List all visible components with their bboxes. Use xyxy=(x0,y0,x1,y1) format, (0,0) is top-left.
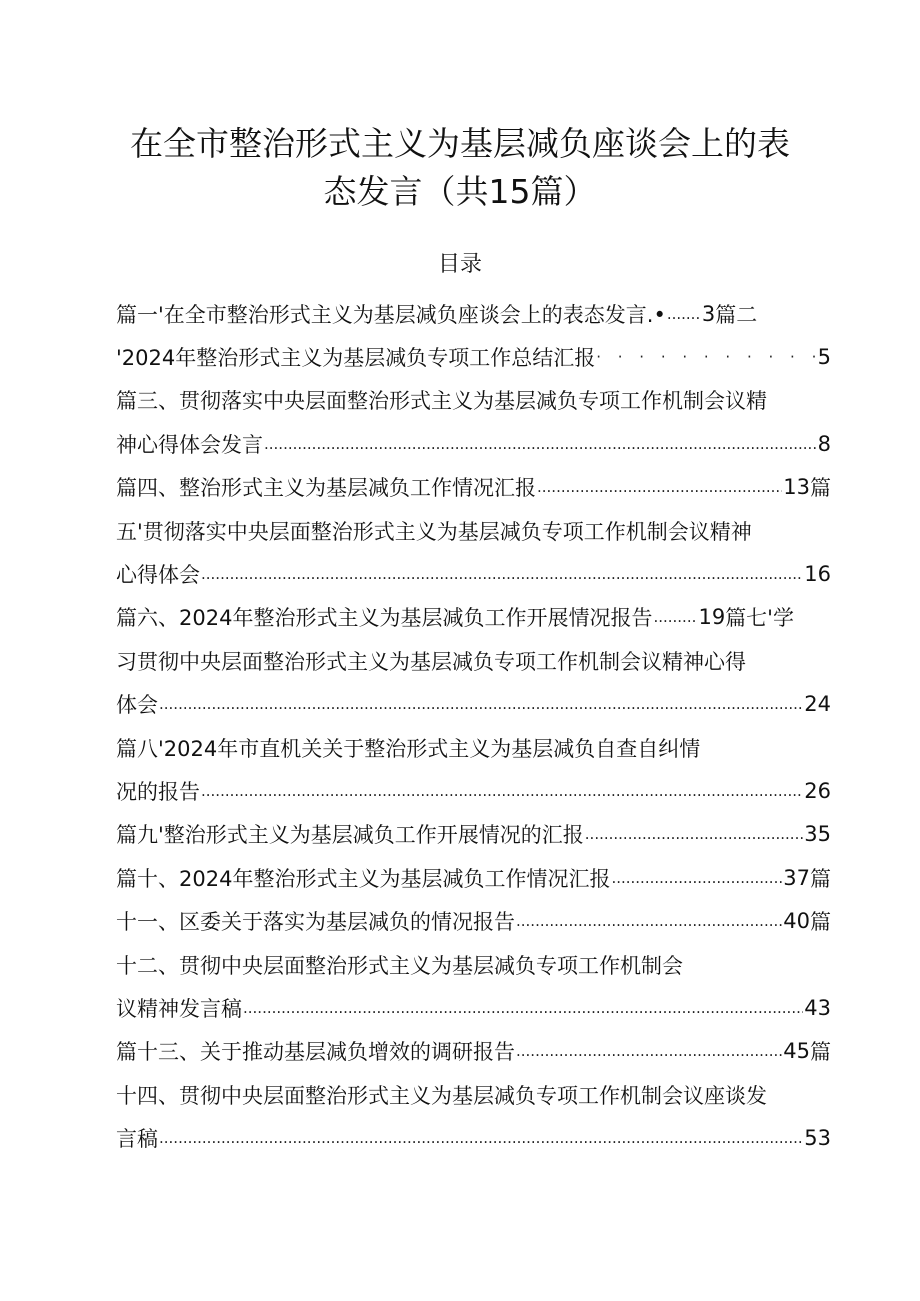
toc-entry-next-start: 篇 xyxy=(810,866,831,891)
toc-line[interactable] xyxy=(116,943,831,986)
toc-entry-text: 篇一'在全市整治形式主义为基层减负座谈会上的表态发言.• xyxy=(116,302,666,327)
toc-line[interactable] xyxy=(116,1116,831,1159)
toc-page-number: 5 xyxy=(817,345,831,370)
toc-line[interactable] xyxy=(116,509,831,552)
toc-entry-text: 篇十三、关于推动基层减负增效的调研报告 xyxy=(116,1040,515,1065)
toc-leader-dots xyxy=(201,565,803,583)
toc-page-number: 37 xyxy=(783,865,810,890)
toc-page-number: 45 xyxy=(783,1039,810,1064)
toc-page-number: 24 xyxy=(804,692,831,717)
toc-page-number: 16 xyxy=(804,562,831,587)
toc-line[interactable] xyxy=(116,379,831,422)
document-title-line-1: 在全市整治形式主义为基层减负座谈会上的表 xyxy=(130,124,790,163)
toc-entry-text: 十一、区委关于落实为基层减负的情况报告 xyxy=(116,910,515,935)
toc-page-number: 3 xyxy=(701,301,716,326)
toc-entry-text: 体会 xyxy=(116,693,158,718)
toc-line[interactable] xyxy=(116,466,831,509)
toc-entry-text: 篇三、贯彻落实中央层面整治形式主义为基层减负专项工作机制会议精 xyxy=(116,389,767,414)
toc-leader-dots xyxy=(516,912,782,930)
toc-page-number: 13 xyxy=(783,475,810,500)
toc-entry-next-start: 篇 xyxy=(810,1040,831,1065)
toc-line[interactable] xyxy=(116,335,831,378)
toc-page-number: 40 xyxy=(783,909,810,934)
toc-line[interactable] xyxy=(116,292,831,335)
toc-entry-text: 神心得体会发言 xyxy=(116,432,263,457)
toc-entry-text: 心得体会 xyxy=(116,563,200,588)
toc-entry-text: 篇六、2024年整治形式主义为基层减负工作开展情况报告 xyxy=(116,606,653,631)
toc-entry-text: 篇十、2024年整治形式主义为基层减负工作情况汇报 xyxy=(116,866,611,891)
toc-entry-text: 五'贯彻落实中央层面整治形式主义为基层减负专项工作机制会议精神 xyxy=(116,519,752,544)
toc-entry-next-start: 篇 xyxy=(810,910,831,935)
toc-line[interactable] xyxy=(116,856,831,899)
toc-leader-dots xyxy=(653,608,697,626)
toc-line[interactable] xyxy=(116,1073,831,1116)
toc-page-number: 43 xyxy=(804,995,831,1020)
toc-line[interactable] xyxy=(116,813,831,856)
toc-leader-dots xyxy=(585,825,803,843)
toc-entry-text: 篇八'2024年市直机关关于整治形式主义为基层减负自查自纠情 xyxy=(116,736,701,761)
toc-line[interactable] xyxy=(116,769,831,812)
toc-leader-dots xyxy=(537,478,782,496)
toc-leader-dots xyxy=(159,695,803,713)
toc-entry-next-start: 篇七'学 xyxy=(725,606,794,631)
toc-line[interactable] xyxy=(116,596,831,639)
toc-leader-dots xyxy=(159,1129,803,1147)
toc-page-number: 35 xyxy=(804,822,831,847)
toc-entry-text: 言稿 xyxy=(116,1127,158,1152)
toc-entry-text: 十四、贯彻中央层面整治形式主义为基层减负专项工作机制会议座谈发 xyxy=(116,1083,767,1108)
toc-line[interactable] xyxy=(116,422,831,465)
table-of-contents xyxy=(116,292,831,1160)
document-title-line-2: 态发言（共15篇） xyxy=(323,172,597,211)
toc-entry-text: 议精神发言稿 xyxy=(116,996,242,1021)
toc-line[interactable] xyxy=(116,986,831,1029)
toc-page-number: 19 xyxy=(698,605,726,630)
toc-leader-dots xyxy=(264,435,817,453)
toc-entry-next-start: 篇二 xyxy=(715,302,758,327)
toc-leader-dots xyxy=(611,869,782,887)
toc-page-number: 53 xyxy=(804,1126,831,1151)
toc-line[interactable] xyxy=(116,899,831,942)
toc-leader-dots xyxy=(596,348,816,366)
toc-leader-dots xyxy=(516,1042,782,1060)
toc-page-number: 26 xyxy=(804,778,831,803)
toc-entry-text: 况的报告 xyxy=(116,779,200,804)
toc-entry-text: '2024年整治形式主义为基层减负专项工作总结汇报 xyxy=(116,346,596,371)
toc-page-number: 8 xyxy=(817,431,831,456)
toc-line[interactable] xyxy=(116,552,831,595)
toc-line[interactable] xyxy=(116,683,831,726)
toc-line[interactable] xyxy=(116,639,831,682)
toc-line[interactable] xyxy=(116,726,831,769)
toc-line[interactable] xyxy=(116,1030,831,1073)
toc-leader-dots xyxy=(243,999,803,1017)
toc-heading: 目录 xyxy=(437,252,482,277)
toc-entry-text: 习贯彻中央层面整治形式主义为基层减负专项工作机制会议精神心得 xyxy=(116,649,746,674)
toc-leader-dots xyxy=(201,782,803,800)
toc-entry-text: 篇九'整治形式主义为基层减负工作开展情况的汇报 xyxy=(116,823,584,848)
toc-entry-text: 十二、贯彻中央层面整治形式主义为基层减负专项工作机制会 xyxy=(116,953,683,978)
toc-leader-dots xyxy=(667,305,701,323)
toc-entry-text: 篇四、整治形式主义为基层减负工作情况汇报 xyxy=(116,476,536,501)
toc-entry-next-start: 篇 xyxy=(810,476,831,501)
